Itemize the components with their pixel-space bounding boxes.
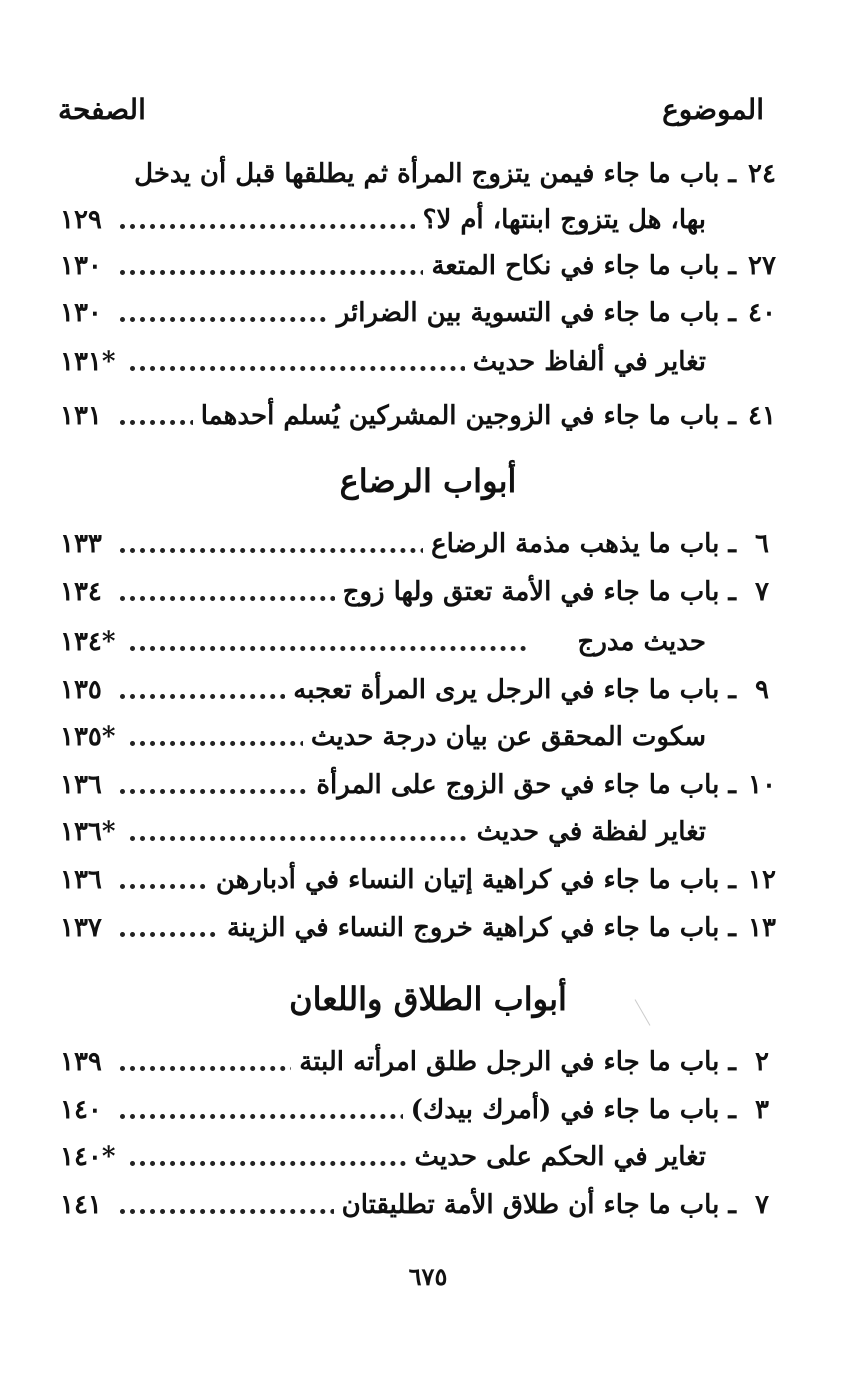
note-title: تغاير في الحكم على حديث bbox=[407, 1135, 706, 1179]
toc-row bbox=[60, 198, 786, 242]
chapter-number: ١٣ bbox=[748, 913, 776, 943]
toc-row bbox=[60, 244, 786, 288]
toc-row bbox=[60, 715, 786, 759]
chapter-number: ٩ bbox=[755, 675, 769, 705]
note-title: حديث مدرج bbox=[570, 620, 706, 664]
chapter-number: ٤١ bbox=[748, 401, 776, 431]
chapter-number: ١٢ bbox=[748, 865, 776, 895]
chapter-title: ـ باب ما جاء في كراهية إتيان النساء في أدبارهن bbox=[208, 858, 736, 902]
chapter-number: ٢ bbox=[755, 1047, 769, 1077]
toc-row bbox=[60, 570, 786, 614]
page-number: ١٣٠ bbox=[60, 244, 112, 288]
note-title: تغاير لفظة في حديث bbox=[469, 810, 706, 854]
folio-page-number: ٦٧٥ bbox=[408, 1262, 448, 1291]
page-number: ١٣٧ bbox=[60, 906, 112, 950]
section-heading: أبواب الطلاق واللعان bbox=[289, 980, 567, 1018]
chapter-title: ـ باب ما جاء في كراهية خروج النساء في الزينة bbox=[219, 906, 736, 950]
toc-row bbox=[60, 1088, 786, 1132]
chapter-number: ٢٧ bbox=[748, 251, 776, 281]
page-number: ١٣٥* bbox=[60, 715, 126, 759]
page-number: ١٣٦ bbox=[60, 763, 112, 807]
page-number: ١٢٩ bbox=[60, 198, 112, 242]
page-number: ١٣٥ bbox=[60, 668, 112, 712]
toc-row bbox=[60, 858, 786, 902]
page-number: ١٤٠ bbox=[60, 1088, 112, 1132]
chapter-title: ـ باب ما جاء في التسوية بين الضرائر bbox=[329, 291, 736, 335]
page-number: ١٤٠* bbox=[60, 1135, 126, 1179]
toc-row bbox=[60, 620, 786, 664]
page-column-header: الصفحة bbox=[58, 93, 146, 126]
note-title: تغاير في ألفاظ حديث bbox=[465, 340, 706, 384]
toc-row bbox=[60, 1135, 786, 1179]
page-number: ١٣٦* bbox=[60, 810, 126, 854]
topic-column-header: الموضوع bbox=[662, 93, 764, 126]
toc-row bbox=[60, 394, 786, 438]
chapter-title: ـ باب ما جاء في الرجل طلق امرأته البتة bbox=[291, 1040, 736, 1084]
toc-row bbox=[60, 1040, 786, 1084]
page-number: ١٤١ bbox=[60, 1183, 112, 1227]
page-number: ١٣٤ bbox=[60, 570, 112, 614]
chapter-number: ٣ bbox=[755, 1095, 769, 1125]
chapter-number: ٧ bbox=[755, 1190, 769, 1220]
chapter-title: ـ باب ما جاء في الأمة تعتق ولها زوج bbox=[335, 570, 736, 614]
chapter-title: ـ باب ما يذهب مذمة الرضاع bbox=[423, 522, 736, 566]
toc-row bbox=[60, 668, 786, 712]
chapter-title-continued: بها، هل يتزوج ابنتها، أم لا؟ bbox=[415, 198, 706, 242]
page-number: ١٣١ bbox=[60, 394, 112, 438]
page-number: ١٣٦ bbox=[60, 858, 112, 902]
toc-row bbox=[60, 522, 786, 566]
dot-leader bbox=[120, 836, 526, 841]
page-number: ١٣٩ bbox=[60, 1040, 112, 1084]
toc-row bbox=[60, 810, 786, 854]
toc-row bbox=[60, 1183, 786, 1227]
chapter-title: ـ باب ما جاء في نكاح المتعة bbox=[423, 244, 736, 288]
dot-leader bbox=[120, 646, 526, 651]
chapter-title: ـ باب ما جاء في الرجل يرى المرأة تعجبه bbox=[285, 668, 736, 712]
chapter-title: ـ باب ما جاء في حق الزوج على المرأة bbox=[308, 763, 736, 807]
note-title: سكوت المحقق عن بيان درجة حديث bbox=[303, 715, 706, 759]
chapter-number: ٢٤ bbox=[748, 159, 776, 189]
toc-row bbox=[60, 763, 786, 807]
chapter-number: ٦ bbox=[755, 529, 769, 559]
chapter-number: ٤٠ bbox=[748, 298, 776, 328]
page-number: ١٣٤* bbox=[60, 620, 126, 664]
chapter-title: ـ باب ما جاء فيمن يتزوج المرأة ثم يطلقها قبل أن يدخل bbox=[126, 152, 736, 196]
toc-row bbox=[60, 152, 786, 196]
toc-row bbox=[60, 906, 786, 950]
chapter-number: ١٠ bbox=[748, 770, 776, 800]
page-number: ١٣١* bbox=[60, 340, 126, 384]
chapter-number: ٧ bbox=[755, 577, 769, 607]
toc-row bbox=[60, 291, 786, 335]
chapter-title: ـ باب ما جاء في (أمرك بيدك) bbox=[403, 1088, 736, 1132]
toc-row bbox=[60, 340, 786, 384]
chapter-title: ـ باب ما جاء في الزوجين المشركين يُسلم أحدهما bbox=[193, 394, 736, 438]
chapter-title: ـ باب ما جاء أن طلاق الأمة تطليقتان bbox=[334, 1183, 736, 1227]
page-number: ١٣٠ bbox=[60, 291, 112, 335]
section-heading: أبواب الرضاع bbox=[339, 462, 517, 500]
page-number: ١٣٣ bbox=[60, 522, 112, 566]
